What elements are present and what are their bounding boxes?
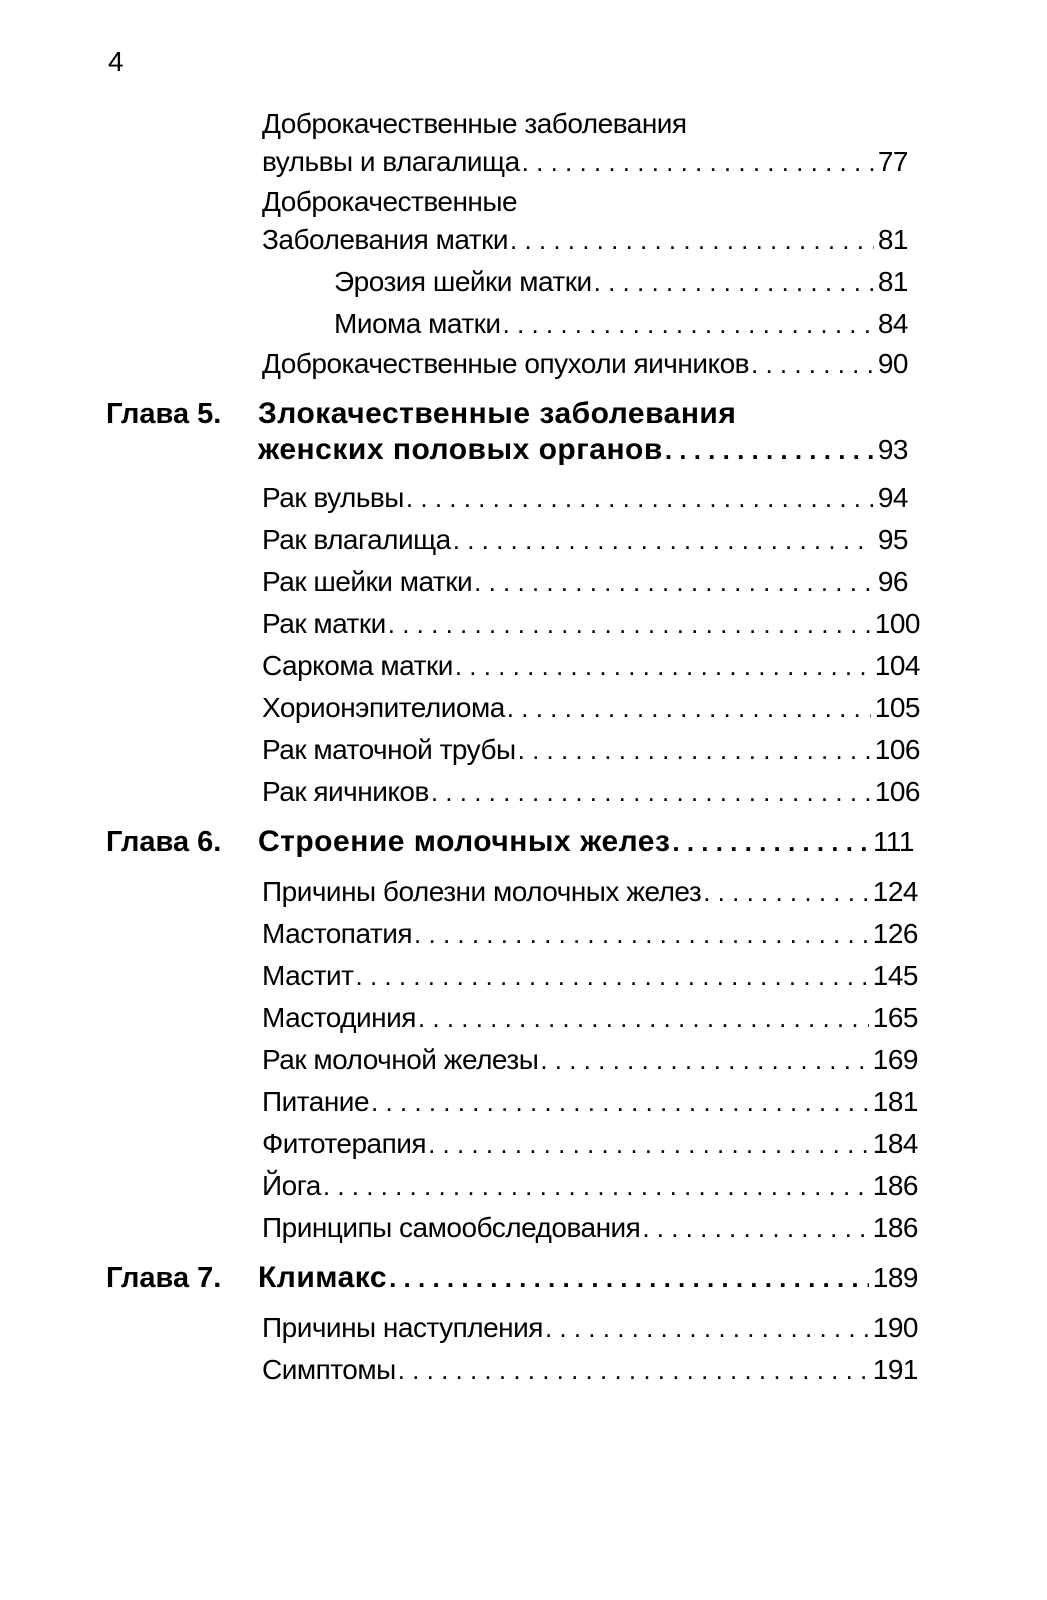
toc-page-number: 145 [872, 960, 918, 991]
toc-entry-title: Рак влагалища [262, 524, 451, 555]
toc-page-number: 191 [872, 1354, 918, 1385]
toc-entry-title: Йога [262, 1170, 321, 1201]
chapter-title: женских половых органов [258, 433, 663, 466]
toc-page-number: 94 [877, 482, 908, 513]
toc-page-number: 181 [872, 1086, 918, 1117]
toc-entry[interactable] [262, 606, 920, 642]
toc-page-number: 96 [877, 566, 908, 597]
toc-entry-title: Фитотерапия [262, 1128, 427, 1159]
toc-page-number: 81 [877, 224, 908, 255]
toc-entry-title: Рак маточной трубы [262, 734, 516, 765]
chapter-title: Климакс [258, 1261, 388, 1294]
toc-entry[interactable] [262, 1084, 918, 1120]
toc-entry[interactable] [262, 222, 908, 258]
toc-entry[interactable] [262, 1000, 918, 1036]
toc-page-number: 124 [872, 876, 918, 907]
toc-page-number: 169 [872, 1044, 918, 1075]
toc-entry[interactable] [262, 774, 920, 810]
toc-entry-title: Причины наступления [262, 1312, 543, 1343]
toc-page-number: 93 [877, 434, 908, 465]
toc-page-number: 95 [877, 524, 908, 555]
toc-entry-title: Мастодиния [262, 1002, 416, 1033]
toc-entry-title: Доброкачественные [262, 186, 518, 217]
toc-entry-title: Симптомы [262, 1354, 396, 1385]
dot-leader [703, 874, 869, 910]
toc-page-number: 165 [872, 1002, 918, 1033]
toc-page-number: 190 [872, 1312, 918, 1343]
toc-entry[interactable] [262, 564, 908, 600]
toc-entry-title: Мастопатия [262, 918, 413, 949]
toc-entry[interactable] [262, 958, 918, 994]
dot-leader [665, 432, 874, 468]
toc-entry-title: Эрозия шейки матки [334, 266, 592, 297]
dot-leader [672, 824, 869, 860]
toc-entry-title: Мастит [262, 960, 354, 991]
toc-entry-title: Доброкачественные заболевания [262, 108, 687, 139]
chapter-heading[interactable] [258, 1260, 918, 1296]
dot-leader [545, 1310, 869, 1346]
chapter-label: Глава 6. [106, 826, 222, 858]
chapter-heading[interactable] [258, 824, 914, 860]
toc-page-number: 184 [872, 1128, 918, 1159]
toc-entry-title: Миома матки [334, 308, 501, 339]
toc-page-number: 84 [877, 308, 908, 339]
dot-leader [522, 144, 874, 180]
dot-leader [431, 774, 871, 810]
dot-leader [507, 690, 871, 726]
toc-entry-title: вульвы и влагалища [262, 146, 520, 177]
dot-leader [428, 1126, 869, 1162]
toc-page-number: 189 [872, 1262, 918, 1293]
toc-entry-title: Рак вульвы [262, 482, 404, 513]
dot-leader [356, 958, 869, 994]
toc-entry[interactable] [262, 480, 908, 516]
dot-leader [642, 1210, 868, 1246]
dot-leader [751, 346, 874, 382]
toc-subentry[interactable] [334, 264, 908, 300]
chapter-label: Глава 7. [106, 1262, 222, 1294]
dot-leader [518, 732, 871, 768]
toc-entry[interactable] [262, 732, 920, 768]
toc-page-number: 111 [872, 826, 914, 857]
toc-entry-title: Причины болезни молочных желез [262, 876, 702, 907]
toc-entry[interactable] [262, 690, 920, 726]
toc-page-number: 106 [874, 734, 920, 765]
toc-entry[interactable] [262, 144, 908, 180]
toc-entry-title: Саркома матки [262, 650, 453, 681]
toc-entry-title: Питание [262, 1086, 370, 1117]
toc-page-number: 126 [872, 918, 918, 949]
dot-leader [389, 1260, 869, 1296]
chapter-label: Глава 5. [106, 398, 222, 430]
toc-entry[interactable] [262, 1210, 918, 1246]
toc-entry[interactable] [262, 874, 918, 910]
dot-leader [398, 1352, 869, 1388]
toc-entry[interactable] [262, 1310, 918, 1346]
toc-page-number: 105 [874, 692, 920, 723]
toc-entry-title: Рак яичников [262, 776, 429, 807]
dot-leader [455, 648, 871, 684]
toc-entry[interactable] [262, 1126, 918, 1162]
toc-entry[interactable] [262, 522, 908, 558]
dot-leader [510, 222, 874, 258]
toc-entry[interactable] [262, 346, 908, 382]
toc-entry[interactable] [262, 1168, 918, 1204]
dot-leader [418, 1000, 869, 1036]
dot-leader [388, 606, 871, 642]
dot-leader [474, 564, 874, 600]
dot-leader [323, 1168, 869, 1204]
toc-entry[interactable] [262, 648, 920, 684]
toc-entry[interactable] [262, 1042, 918, 1078]
toc-entry[interactable] [262, 1352, 918, 1388]
dot-leader [503, 306, 874, 342]
toc-entry-title: Рак молочной железы [262, 1044, 539, 1075]
toc-entry-title: Заболевания матки [262, 224, 508, 255]
dot-leader [371, 1084, 869, 1120]
chapter-title: Злокачественные заболевания [258, 397, 737, 430]
chapter-title: Строение молочных желез [258, 825, 671, 858]
dot-leader [453, 522, 874, 558]
dot-leader [406, 480, 874, 516]
toc-page-number: 186 [872, 1170, 918, 1201]
dot-leader [594, 264, 874, 300]
toc-page-number: 100 [874, 608, 920, 639]
toc-page-number: 81 [877, 266, 908, 297]
toc-page-number: 90 [877, 348, 908, 379]
toc-entry[interactable] [262, 916, 918, 952]
toc-entry-title: Доброкачественные опухоли яичников [262, 348, 750, 379]
toc-entry-title: Рак шейки матки [262, 566, 473, 597]
toc-entry-title: Рак матки [262, 608, 386, 639]
chapter-heading[interactable] [258, 432, 908, 468]
dot-leader [414, 916, 869, 952]
toc-subentry[interactable] [334, 306, 908, 342]
toc-page-number: 186 [872, 1212, 918, 1243]
toc-page-number: 104 [874, 650, 920, 681]
toc-page-number: 106 [874, 776, 920, 807]
page-number: 4 [108, 46, 124, 77]
toc-page-number: 77 [877, 146, 908, 177]
toc-entry-title: Принципы самообследования [262, 1212, 641, 1243]
dot-leader [540, 1042, 868, 1078]
toc-entry-title: Хорионэпителиома [262, 692, 505, 723]
